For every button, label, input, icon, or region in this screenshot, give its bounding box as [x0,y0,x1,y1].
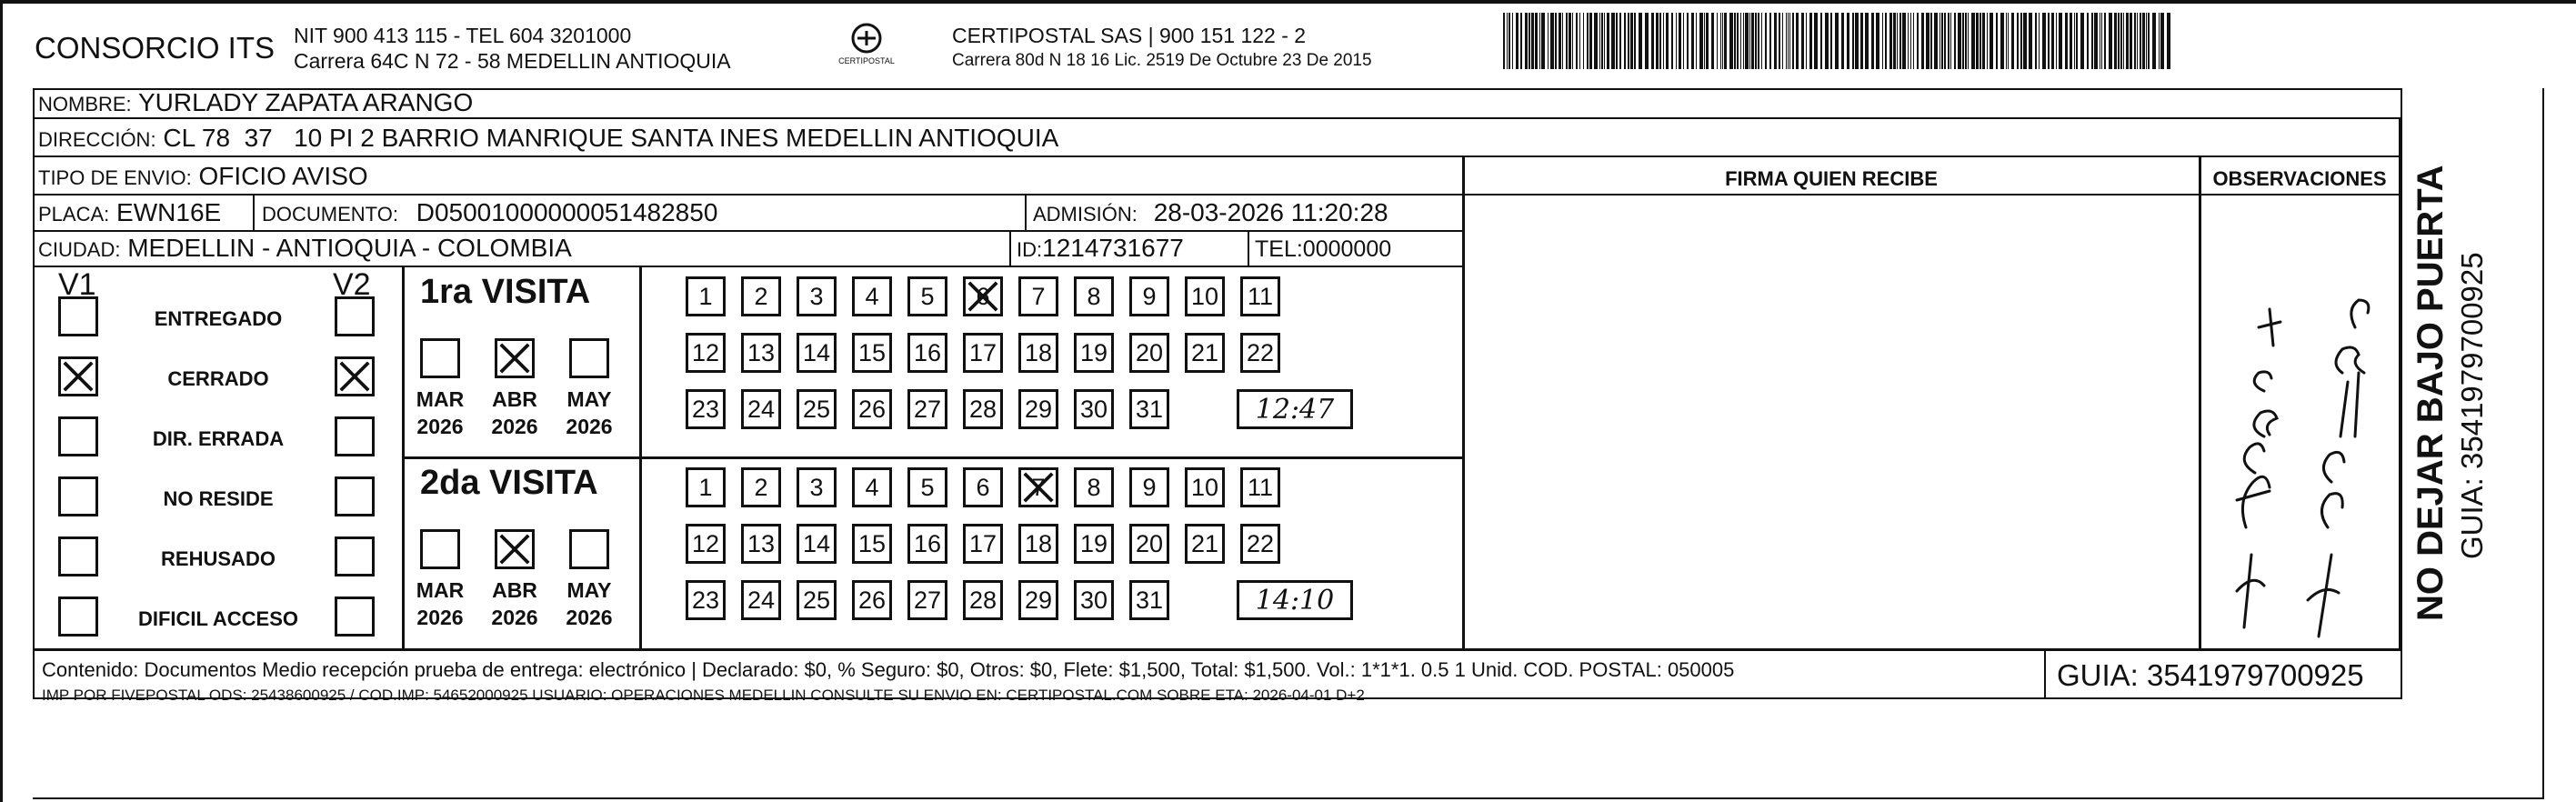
day-number: 11 [1247,282,1274,310]
tel-value: 0000000 [1302,236,1392,262]
day-cell[interactable] [852,524,892,564]
day-cell[interactable] [1018,276,1058,316]
day-cell[interactable] [852,580,892,620]
day-number: 23 [691,395,720,423]
day-cell[interactable] [1018,333,1058,373]
day-number: 13 [747,338,776,366]
admision-field [1033,198,1388,227]
day-number: 24 [747,586,776,614]
day-number: 14 [802,338,831,366]
direccion-field [38,124,1058,153]
day-number: 31 [1135,586,1164,614]
day-number: 28 [968,395,997,423]
day-number: 3 [809,282,824,310]
day-number: 4 [865,282,879,310]
v2-checkbox[interactable] [335,296,375,336]
day-cell[interactable] [963,333,1003,373]
year-label: 2026 [566,606,613,629]
col-divider [1248,230,1249,266]
day-number: 16 [913,338,942,366]
month-checkbox[interactable] [495,338,535,378]
nombre-field [38,88,473,117]
day-number: 6 [976,282,990,310]
barcode [1503,13,2169,69]
direccion-label: DIRECCIÓN: [38,128,156,151]
day-number: 9 [1142,282,1157,310]
company-name: CONSORCIO ITS [35,31,276,65]
day-number: 27 [913,395,942,423]
logo-text: CERTIPOSTAL [838,56,895,65]
certipostal-logo [835,22,898,73]
day-cell[interactable] [852,276,892,316]
v2-checkbox[interactable] [335,416,375,456]
day-number: 19 [1079,338,1108,366]
status-label: DIFICIL ACCESO [137,607,298,630]
v2-checkbox[interactable] [335,596,375,637]
observation-signature [2219,255,2382,637]
day-number: 25 [802,395,831,423]
day-number: 20 [1135,529,1164,557]
day-cell[interactable] [907,333,947,373]
firma-header: FIRMA QUIEN RECIBE [1725,167,1938,190]
day-cell[interactable] [797,333,837,373]
col-divider [253,194,255,230]
day-number: 21 [1190,529,1219,557]
month-checkbox[interactable] [569,338,609,378]
id-value: 1214731677 [1042,234,1184,262]
v1-checkbox[interactable] [58,416,98,456]
day-number: 24 [747,395,776,423]
month-checkbox[interactable] [569,529,609,569]
day-number: 19 [1079,529,1108,557]
month-label: ABR [492,387,537,411]
year-label: 2026 [416,415,464,438]
day-cell[interactable] [1185,524,1225,564]
day-number: 26 [857,395,887,423]
admision-value: 28-03-2026 11:20:28 [1153,198,1388,226]
nombre-value: YURLADY ZAPATA ARANGO [137,88,474,116]
visit-time: 14:10 [1237,580,1353,620]
day-cell[interactable] [1074,333,1114,373]
day-number: 15 [857,529,887,557]
day-number: 11 [1247,473,1274,501]
footer-imp: IMP POR FIVEPOSTAL ODS: 25438600925 / COD.IMP: 54652000925 USUARIO: OPERACIONES MEDELLIN CONSULTE SU ENVIO EN: CERTIPOSTAL.COM SOBRE ETA: 2026-04-01 D+2 [42,687,1365,704]
day-cell[interactable] [1129,333,1169,373]
month-checkbox[interactable] [420,529,460,569]
row-divider [2199,194,2402,195]
day-number: 20 [1135,338,1164,366]
day-cell[interactable] [797,524,837,564]
day-cell[interactable] [1185,467,1225,507]
day-number: 26 [857,586,887,614]
documento-label: DOCUMENTO: [262,203,398,226]
footer-divider [33,648,2402,651]
day-cell[interactable] [741,524,781,564]
footer-guia-divider [2044,648,2046,699]
col-divider [1025,194,1027,230]
day-number: 16 [913,529,942,557]
day-cell[interactable] [1074,524,1114,564]
day-number: 1 [698,473,713,501]
day-number: 18 [1024,529,1053,557]
direccion-value: CL 78 37 10 PI 2 BARRIO MANRIQUE SANTA INES MEDELLIN ANTIOQUIA [163,124,1059,152]
side-guia-text: GUIA: 3541979700925 [2455,252,2489,559]
month-label: MAR [416,387,465,411]
day-number: 15 [857,338,887,366]
ciudad-field [38,234,572,263]
day-cell[interactable] [686,333,726,373]
day-number: 7 [1031,473,1046,501]
day-cell[interactable] [1240,467,1280,507]
tel-label: TEL: [1255,236,1303,262]
day-cell[interactable] [1074,467,1114,507]
day-number: 3 [809,473,824,501]
day-cell[interactable] [741,333,781,373]
v2-checkbox[interactable] [335,536,375,576]
v1-checkbox[interactable] [58,296,98,336]
id-field [1017,234,1184,263]
side-guia [2455,141,2490,559]
day-cell[interactable] [963,467,1003,507]
day-number: 17 [968,338,997,366]
day-number: 22 [1246,529,1275,557]
month-label: MAR [416,578,465,602]
day-cell[interactable] [1129,580,1169,620]
day-cell[interactable] [1129,276,1169,316]
day-number: 30 [1079,586,1108,614]
nombre-label: NOMBRE: [38,93,132,115]
day-number: 14 [802,529,831,557]
day-cell[interactable] [1185,333,1225,373]
day-number: 5 [920,282,935,310]
row-divider [33,155,2402,157]
day-number: 12 [691,529,720,557]
day-number: 23 [691,586,720,614]
day-number: 2 [754,473,768,501]
day-number: 12 [691,338,720,366]
tel-field [1255,236,1391,263]
ciudad-label: CIUDAD: [38,238,121,261]
year-label: 2026 [491,606,538,629]
year-label: 2026 [566,415,613,438]
day-cell[interactable] [1185,276,1225,316]
day-cell[interactable] [1129,389,1169,429]
day-cell[interactable] [1129,467,1169,507]
day-cell[interactable] [1018,580,1058,620]
bottom-border [33,797,2542,799]
nit-line: NIT 900 413 115 - TEL 604 3201000 [294,24,632,47]
month-label: ABR [492,578,537,602]
day-cell[interactable] [1240,276,1280,316]
status-label: NO RESIDE [163,487,274,510]
day-number: 29 [1024,586,1053,614]
day-cell[interactable] [797,467,837,507]
day-cell[interactable] [686,467,726,507]
documento-field [262,198,717,227]
side-warning [2411,103,2451,621]
tipo-label: TIPO DE ENVIO: [38,166,192,189]
day-cell[interactable] [852,389,892,429]
day-cell[interactable] [686,580,726,620]
day-number: 29 [1024,395,1053,423]
day-number: 18 [1024,338,1053,366]
certipostal-line1: CERTIPOSTAL SAS | 900 151 122 - 2 [952,24,1307,47]
day-number: 13 [747,529,776,557]
lower-right-border [2542,88,2544,799]
day-number: 27 [913,586,942,614]
day-number: 8 [1087,282,1101,310]
day-cell[interactable] [963,580,1003,620]
day-cell[interactable] [1018,524,1058,564]
day-cell[interactable] [1240,333,1280,373]
day-number: 6 [976,473,990,501]
day-number: 5 [920,473,935,501]
row-divider [33,117,2402,119]
v1-label: V1 [58,267,96,302]
day-number: 17 [968,529,997,557]
day-number: 10 [1190,473,1219,501]
day-cell[interactable] [1074,276,1114,316]
visit-title: 1ra VISITA [420,273,591,311]
month-label: MAY [566,387,612,411]
day-cell[interactable] [797,276,837,316]
day-mark [1021,470,1056,505]
day-cell[interactable] [1074,389,1114,429]
day-cell[interactable] [797,580,837,620]
no-dejar-text: NO DEJAR BAJO PUERTA [2411,165,2451,621]
day-cell[interactable] [963,276,1003,316]
day-number: 1 [698,282,713,310]
day-number: 9 [1142,473,1157,501]
placa-label: PLACA: [38,203,110,226]
placa-value: EWN16E [116,198,222,226]
day-cell[interactable] [686,276,726,316]
day-cell[interactable] [741,467,781,507]
v1-checkbox[interactable] [58,536,98,576]
status-label: CERRADO [167,367,269,390]
day-cell[interactable] [852,333,892,373]
day-cell[interactable] [852,467,892,507]
day-number: 31 [1135,395,1164,423]
status-label: REHUSADO [161,547,276,570]
v1-checkbox[interactable] [58,476,98,516]
month-label: MAY [566,578,612,602]
documento-value: D05001000000051482850 [416,198,718,226]
day-cell[interactable] [963,524,1003,564]
status-label: ENTREGADO [154,307,283,330]
v1-checkbox[interactable] [58,356,98,396]
col-divider [2199,155,2201,650]
col-divider [1009,230,1011,266]
day-mark [966,279,1000,314]
tipo-value: OFICIO AVISO [198,162,368,190]
day-cell[interactable] [1074,580,1114,620]
day-number: 4 [865,473,879,501]
day-cell[interactable] [741,389,781,429]
row-divider [33,194,2402,195]
ciudad-value: MEDELLIN - ANTIOQUIA - COLOMBIA [127,234,572,262]
visit-divider [402,456,1464,459]
day-cell[interactable] [741,276,781,316]
day-number: 2 [754,282,768,310]
visit-title: 2da VISITA [420,464,598,502]
day-cell[interactable] [907,524,947,564]
day-cell[interactable] [686,389,726,429]
day-cell[interactable] [797,389,837,429]
company-address: Carrera 64C N 72 - 58 MEDELLIN ANTIOQUIA [294,49,731,73]
placa-field [38,198,221,227]
footer-contenido: Contenido: Documentos Medio recepción prueba de entrega: electrónico | Declarado: $0, % Seguro: $0, Otros: $0, Flete: $1,500, Total: $1,500. Vol.: 1*1*1. 0.5 1 Unid. COD. POSTAL: 050005 [42,658,1735,681]
day-number: 30 [1079,395,1108,423]
observaciones-header: OBSERVACIONES [2212,167,2387,190]
day-cell[interactable] [1129,524,1169,564]
day-cell[interactable] [1240,524,1280,564]
day-cell[interactable] [741,580,781,620]
day-cell[interactable] [907,467,947,507]
tipo-field [38,162,368,191]
v1-checkbox[interactable] [58,596,98,637]
day-number: 25 [802,586,831,614]
status-label: DIR. ERRADA [152,427,285,450]
day-number: 10 [1190,282,1219,310]
day-number: 22 [1246,338,1275,366]
day-cell[interactable] [1018,389,1058,429]
visit-time: 12:47 [1237,389,1353,429]
day-cell[interactable] [1018,467,1058,507]
col-divider [1462,155,1465,650]
col-divider [2399,117,2401,650]
lower-left-border [0,0,3,802]
admision-label: ADMISIÓN: [1033,203,1138,226]
v2-checkbox[interactable] [335,356,375,396]
month-checkbox[interactable] [420,338,460,378]
v2-checkbox[interactable] [335,476,375,516]
certipostal-line2: Carrera 80d N 18 16 Lic. 2519 De Octubre 23 De 2015 [952,51,1372,70]
day-number: 7 [1031,282,1046,310]
id-label: ID: [1017,238,1043,261]
day-number: 28 [968,586,997,614]
day-cell[interactable] [963,389,1003,429]
day-cell[interactable] [907,276,947,316]
footer-guia: GUIA: 3541979700925 [2057,658,2364,692]
day-number: 21 [1190,338,1219,366]
day-cell[interactable] [907,389,947,429]
day-cell[interactable] [907,580,947,620]
v2-label: V2 [333,267,371,302]
month-checkbox[interactable] [495,529,535,569]
year-label: 2026 [416,606,464,629]
year-label: 2026 [491,415,538,438]
top-border [0,0,2576,4]
day-cell[interactable] [686,524,726,564]
day-number: 8 [1087,473,1101,501]
